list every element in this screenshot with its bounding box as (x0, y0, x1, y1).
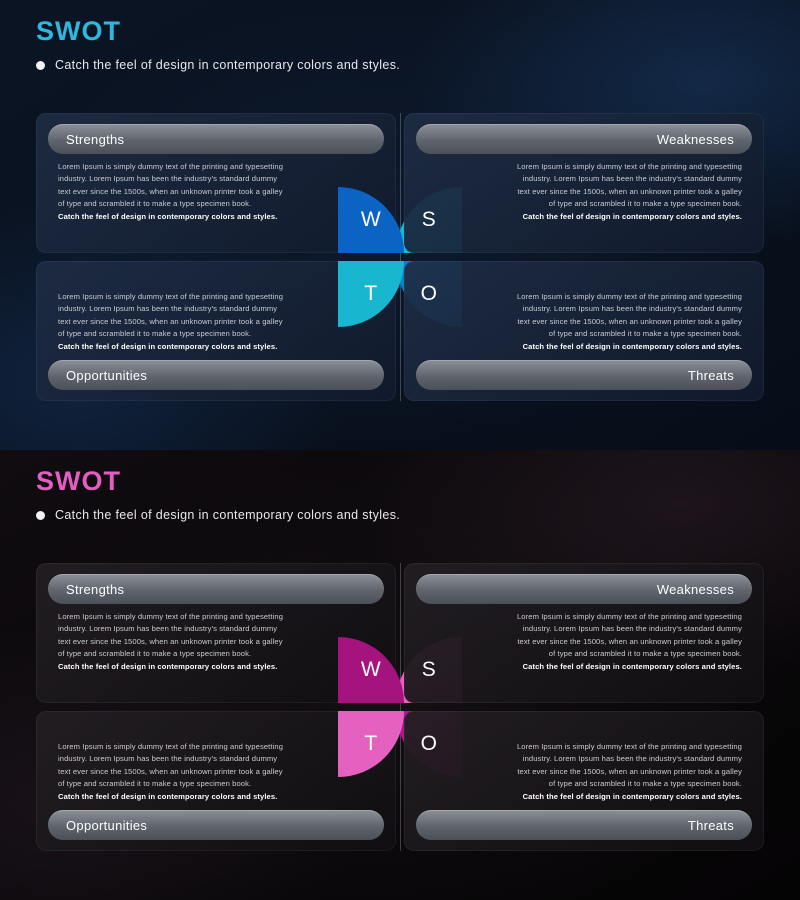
weaknesses-body-text: Lorem Ipsum is simply dummy text of the printing and typesetting industry. Lorem Ipsum has been the industry's standard dummy text ever since the 1500s, when an unknown printer took a galley of type and scrambled it to make a type specimen book. (516, 162, 742, 208)
strengths-body-text-2: Lorem Ipsum is simply dummy text of the printing and typesetting industry. Lorem Ipsum has been the industry's standard dummy text ever since the 1500s, when an unknown printer took a galley of type and scrambled it to make a type specimen book. (58, 612, 284, 658)
weaknesses-body-2 (510, 611, 742, 673)
opportunities-body-2 (58, 741, 290, 803)
strengths-body-2 (58, 611, 290, 673)
weaknesses-pill-2[interactable] (416, 574, 752, 604)
weaknesses-card[interactable] (360, 113, 764, 253)
page-title-2: SWOT (36, 466, 121, 496)
bullet-icon (36, 61, 45, 70)
threats-letter-badge-2 (338, 711, 404, 777)
weaknesses-letter: W (360, 208, 382, 231)
strengths-label: Strengths (66, 131, 125, 147)
subtitle-label-2: Catch the feel of design in contemporary colors and styles. (55, 508, 401, 522)
threats-card-2[interactable] (364, 711, 764, 851)
subtitle-2 (36, 508, 400, 522)
weaknesses-pill[interactable] (416, 124, 752, 154)
weaknesses-body-text-2: Lorem Ipsum is simply dummy text of the printing and typesetting industry. Lorem Ipsum has been the industry's standard dummy text ever since the 1500s, when an unknown printer took a galley of type and scrambled it to make a type specimen book. (516, 612, 742, 658)
weaknesses-card-2[interactable] (360, 563, 764, 703)
opportunities-letter: O (420, 282, 438, 305)
quadrant-weaknesses (360, 113, 764, 253)
page-title: SWOT (36, 16, 121, 46)
subtitle-label: Catch the feel of design in contemporary colors and styles. (55, 58, 401, 72)
threats-pill-2[interactable] (416, 810, 752, 840)
weaknesses-body-bold-2: Catch the feel of design in contemporary colors and styles. (522, 662, 742, 672)
opportunities-body-bold-2: Catch the feel of design in contemporary colors and styles. (58, 792, 278, 802)
bullet-icon (36, 511, 45, 520)
threats-letter-2: T (364, 732, 378, 755)
threats-letter: T (364, 282, 378, 305)
opportunities-label-2: Opportunities (66, 817, 148, 833)
subtitle (36, 58, 400, 72)
threats-body-bold-2: Catch the feel of design in contemporary colors and styles. (522, 792, 742, 802)
threats-body (510, 291, 742, 353)
weaknesses-letter-badge-2 (338, 637, 404, 703)
threats-pill[interactable] (416, 360, 752, 390)
weaknesses-letter-badge (338, 187, 404, 253)
opportunities-pill-2[interactable] (48, 810, 384, 840)
opportunities-letter-2: O (420, 732, 438, 755)
strengths-label-2: Strengths (66, 581, 125, 597)
strengths-letter: S (421, 208, 437, 231)
strengths-pill[interactable] (48, 124, 384, 154)
opportunities-pill[interactable] (48, 360, 384, 390)
threats-letter-badge (338, 261, 404, 327)
weaknesses-body (510, 161, 742, 223)
quadrant-threats-2 (364, 711, 764, 851)
threats-body-bold: Catch the feel of design in contemporary colors and styles. (522, 342, 742, 352)
opportunities-body (58, 291, 290, 353)
threats-card[interactable] (364, 261, 764, 401)
quadrant-weaknesses-2 (360, 563, 764, 703)
opportunities-body-text: Lorem Ipsum is simply dummy text of the printing and typesetting industry. Lorem Ipsum has been the industry's standard dummy text ever since the 1500s, when an unknown printer took a galley of type and scrambled it to make a type specimen book. (58, 292, 284, 338)
slide-swot-black (0, 450, 800, 900)
quadrant-threats (364, 261, 764, 401)
weaknesses-label: Weaknesses (656, 131, 734, 147)
strengths-body-bold-2: Catch the feel of design in contemporary colors and styles. (58, 662, 278, 672)
opportunities-body-bold: Catch the feel of design in contemporary colors and styles. (58, 342, 278, 352)
swot-matrix-2 (36, 563, 764, 851)
weaknesses-label-2: Weaknesses (656, 581, 734, 597)
opportunities-label: Opportunities (66, 367, 148, 383)
strengths-pill-2[interactable] (48, 574, 384, 604)
threats-body-text: Lorem Ipsum is simply dummy text of the printing and typesetting industry. Lorem Ipsum has been the industry's standard dummy text ever since the 1500s, when an unknown printer took a galley of type and scrambled it to make a type specimen book. (516, 292, 742, 338)
strengths-body-bold: Catch the feel of design in contemporary colors and styles. (58, 212, 278, 222)
weaknesses-body-bold: Catch the feel of design in contemporary colors and styles. (522, 212, 742, 222)
threats-body-2 (510, 741, 742, 803)
strengths-body-text: Lorem Ipsum is simply dummy text of the printing and typesetting industry. Lorem Ipsum has been the industry's standard dummy text ever since the 1500s, when an unknown printer took a galley of type and scrambled it to make a type specimen book. (58, 162, 284, 208)
threats-label: Threats (687, 367, 734, 383)
strengths-letter-2: S (421, 658, 437, 681)
threats-body-text-2: Lorem Ipsum is simply dummy text of the printing and typesetting industry. Lorem Ipsum has been the industry's standard dummy text ever since the 1500s, when an unknown printer took a galley of type and scrambled it to make a type specimen book. (516, 742, 742, 788)
strengths-body (58, 161, 290, 223)
opportunities-body-text-2: Lorem Ipsum is simply dummy text of the printing and typesetting industry. Lorem Ipsum has been the industry's standard dummy text ever since the 1500s, when an unknown printer took a galley of type and scrambled it to make a type specimen book. (58, 742, 284, 788)
weaknesses-letter-2: W (360, 658, 382, 681)
swot-matrix (36, 113, 764, 401)
threats-label-2: Threats (687, 817, 734, 833)
